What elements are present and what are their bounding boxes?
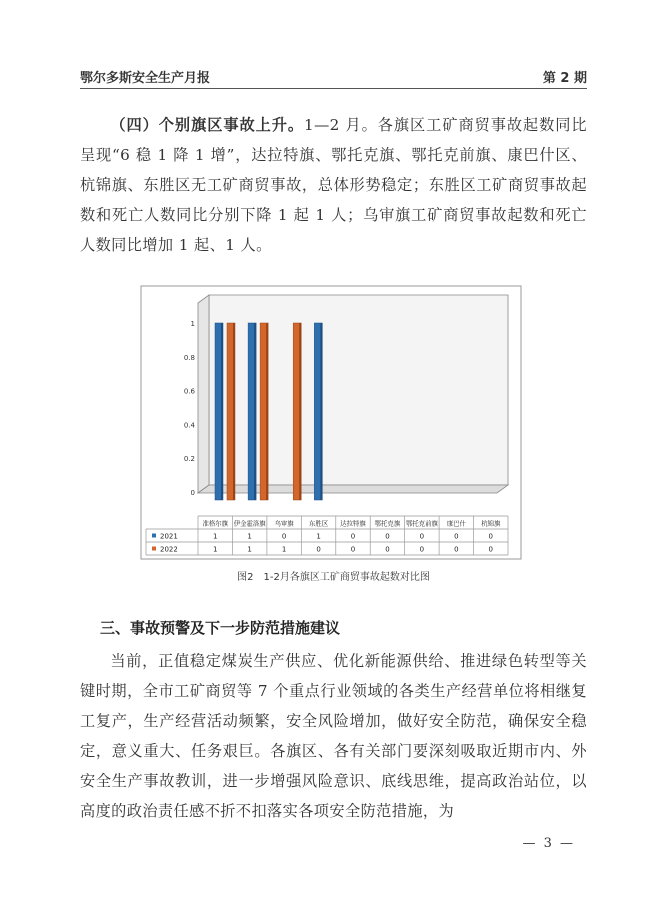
- bar-shade-2021-1: [221, 323, 223, 500]
- y-tick-label: 1: [190, 320, 195, 328]
- category-label: 杭锦旗: [481, 519, 501, 528]
- paragraph-warning: [80, 646, 587, 826]
- chart-svg: [140, 285, 522, 585]
- category-label: 达拉特旗: [340, 519, 366, 528]
- data-label: 0: [419, 532, 425, 541]
- bar-shade-2022-3: [299, 323, 301, 500]
- bar-shade-2022-1: [233, 323, 235, 500]
- data-label: 1: [212, 532, 218, 541]
- category-label: 东胜区: [308, 519, 329, 528]
- data-label: 1: [247, 532, 252, 541]
- data-label: 1: [247, 545, 252, 554]
- y-tick-label: 0.2: [183, 455, 195, 464]
- bar-shade-2021-2: [254, 323, 256, 500]
- paragraph-accidents-by-district: [80, 110, 587, 260]
- legend-swatch-2022: [152, 547, 156, 551]
- y-tick-label: 0: [190, 489, 195, 497]
- category-label: 乌审旗: [274, 519, 294, 528]
- data-label: 1: [316, 532, 321, 541]
- data-label: 0: [385, 545, 390, 554]
- paragraph-body: 1—2 月。各旗区工矿商贸事故起数同比呈现“6 稳 1 降 1 增”，达拉特旗、鄂托克旗、鄂托克前旗、康巴什区、杭锦旗、东胜区无工矿商贸事故，总体形势稳定；东胜区工矿商贸事故起数和死亡人数同比分别下降 1 起 1 人；乌审旗工矿商贸事故起数和死亡人数同比增加 1 起、1 人。: [80, 116, 587, 254]
- chart-side-wall: [198, 295, 209, 493]
- data-label: 0: [385, 532, 390, 541]
- category-label: 伊金霍洛旗: [233, 519, 266, 528]
- page-number: — 3 —: [522, 836, 575, 851]
- data-label: 0: [281, 532, 287, 541]
- data-label: 1: [281, 545, 287, 554]
- header-title: 鄂尔多斯安全生产月报: [80, 71, 211, 86]
- page-header: [80, 64, 587, 89]
- y-tick-label: 0.6: [183, 387, 195, 396]
- category-label: 鄂托克前旗: [405, 519, 438, 528]
- bar-shade-2022-2: [266, 323, 268, 500]
- category-label: 鄂托克旗: [374, 519, 401, 528]
- paragraph-lead: （四）个别旗区事故上升。: [110, 116, 305, 134]
- data-label: 0: [350, 532, 356, 541]
- data-label: 0: [316, 545, 321, 554]
- data-label: 0: [454, 532, 459, 541]
- data-label: 0: [488, 545, 494, 554]
- legend-label-2021: 2021: [160, 532, 178, 541]
- header-issue: 第 2 期: [542, 71, 587, 86]
- data-label: 0: [454, 545, 459, 554]
- y-tick-label: 0.8: [183, 353, 195, 362]
- section-title: 三、事故预警及下一步防范措施建议: [100, 619, 341, 637]
- data-label: 0: [419, 545, 425, 554]
- category-label: 康巴什: [446, 519, 466, 528]
- data-label: 0: [488, 532, 494, 541]
- y-tick-label: 0.4: [183, 421, 195, 430]
- paragraph-warning-text: 当前，正值稳定煤炭生产供应、优化新能源供给、推进绿色转型等关键时期，全市工矿商贸等 7 个重点行业领域的各类生产经营单位将相继复工复产，生产经营活动频繁，安全风险增加，做好安全防范，确保安全稳定，意义重大、任务艰巨。各旗区、各有关部门要深刻吸取近期市内、外安全生产事故教训，进一步增强风险意识、底线思维，提高政治站位，以高度的政治责任感不折不扣落实各项安全防范措施，为: [80, 652, 587, 820]
- chart-caption: 图2 1-2月各旗区工矿商贸事故起数对比图: [237, 572, 430, 583]
- category-label: 准格尔旗: [202, 519, 229, 528]
- accident-comparison-chart: [140, 285, 522, 585]
- bar-shade-2021-4: [320, 323, 322, 500]
- data-label: 0: [350, 545, 356, 554]
- data-label: 1: [212, 545, 218, 554]
- chart-floor: [198, 485, 508, 493]
- legend-label-2022: 2022: [160, 545, 178, 554]
- legend-swatch-2021: [152, 534, 156, 538]
